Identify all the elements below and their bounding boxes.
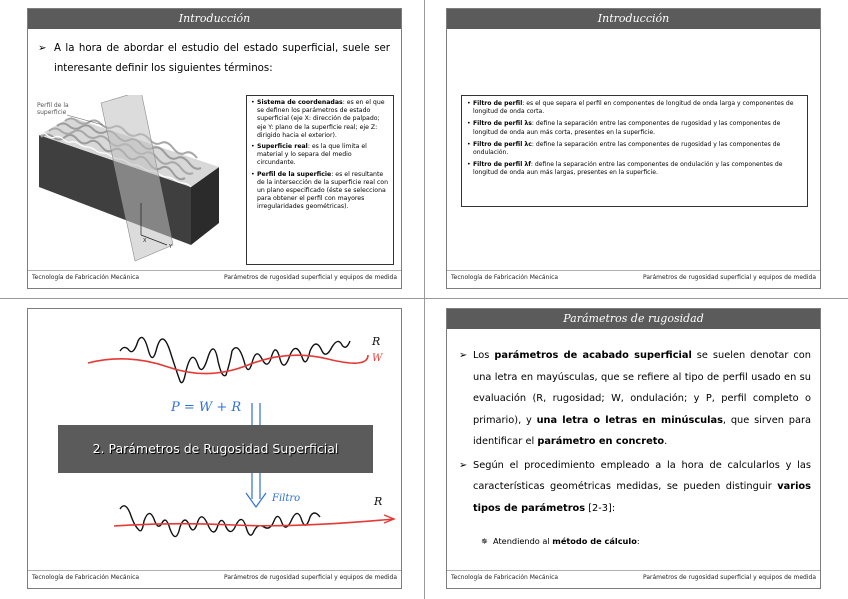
paragraph-1: ➢ Los parámetros de acabado superficial se suelen denotar con una letra en mayúsculas, que se refiere al tipo de perfil usado en su evaluación (R, rugosidad; W, ondulación; y P, perfil completo o primario), y una letra o letras en minúsculas, que sirven para identificar el parámetro en concreto.: [459, 345, 811, 453]
footer-divider: [447, 270, 820, 271]
label-r-top: R: [372, 335, 381, 348]
waviness-line-top: [88, 355, 368, 374]
star-bullet-icon: ✵: [481, 536, 488, 546]
definition-item: • Perfil de la superficie: es el resultante de la intersección de la superficie real con un plano especificado (éste se selecciona para obtener el perfil con mayores irregularidades geométricas).: [251, 170, 389, 211]
surface-profile-figure: [31, 95, 241, 265]
filter-item: • Filtro de perfil: es el que separa el perfil en componentes de longitud de onda larga y componentes de longitud de onda corta.: [467, 100, 794, 116]
slide-footer: Tecnología de Fabricación Mecánica Parámetros de rugosidad superficial y equipos de medida: [451, 274, 816, 281]
slide-title: Introducción: [447, 9, 820, 29]
figure-label-2: superficie: [37, 109, 67, 116]
slide-4: [446, 308, 821, 589]
footer-divider: [447, 570, 820, 571]
bullet-icon: •: [467, 100, 471, 107]
filter-label: Filtro: [272, 493, 301, 504]
definition-item: • Superficie real: es la que limita el material y lo separa del medio circundante.: [251, 143, 367, 167]
slide-2: [446, 8, 821, 289]
bullet-icon: •: [251, 99, 255, 106]
figure-label: Perfil de la: [37, 102, 69, 109]
bullet-icon: •: [467, 161, 471, 169]
axis-x-label: X: [143, 238, 147, 244]
filter-item: • Filtro de perfil λf: define la separación entre las componentes de ondulación y las componentes de longitud de onda aun más largas, presentes en la superficie.: [467, 161, 783, 177]
page-divider-horizontal: [0, 298, 848, 299]
bullet-icon: •: [251, 170, 255, 178]
rough-profile-top: [120, 337, 350, 382]
filter-item: • Filtro de perfil λc: define la separación entre las componentes de rugosidad y las componentes de ondulación.: [467, 140, 781, 157]
filter-arrow-head-icon: [246, 493, 266, 507]
filter-item: • Filtro de perfil λs: define la separación entre las componentes de rugosidad y las componentes de longitud de onda aun más corta, presentes en la superficie.: [467, 120, 781, 136]
definition-item: • Sistema de coordenadas: es en el que se definen los parámetros de estado superficial (eje X: dirección de palpado; eje Y: plano de la superficie real; eje Z: dirigido hacia el exterior).: [251, 99, 385, 139]
definitions-box: [246, 95, 394, 265]
slide-footer: Tecnología de Fabricación Mecánica Parámetros de rugosidad superficial y equipos de medida: [32, 574, 397, 581]
label-r-bottom: R: [374, 495, 383, 508]
footer-divider: [28, 570, 401, 571]
bullet-arrow-icon: ➢: [459, 459, 468, 471]
bullet-icon: •: [251, 143, 255, 151]
page-divider-vertical: [424, 0, 425, 599]
paragraph-2: ➢ Según el procedimiento empleado a la hora de calcularlos y las características geométricas medidas, se pueden distinguir varios tipos de parámetros [2-3]:: [459, 455, 811, 520]
slide-footer: Tecnología de Fabricación Mecánica Parámetros de rugosidad superficial y equipos de medida: [32, 274, 397, 281]
bullet-icon: •: [467, 140, 471, 148]
slide-body: [459, 345, 811, 553]
bullet-arrow-icon: ➢: [38, 43, 47, 54]
intro-paragraph: ➢ A la hora de abordar el estudio del estado superficial, suele ser interesante definir los siguientes términos:: [38, 39, 390, 79]
bullet-icon: •: [467, 120, 471, 128]
rough-profile-bottom: [120, 506, 320, 537]
slide-3: [27, 308, 402, 589]
slide-title: Parámetros de rugosidad: [447, 309, 820, 329]
slide-footer: Tecnología de Fabricación Mecánica Parámetros de rugosidad superficial y equipos de medida: [451, 574, 816, 581]
filters-box: [461, 95, 808, 207]
slide-1: [27, 8, 402, 289]
axis-y-label: Y: [169, 244, 173, 250]
footer-divider: [28, 270, 401, 271]
section-banner: 2. Parámetros de Rugosidad Superficial: [58, 425, 373, 473]
label-w: W: [372, 353, 383, 364]
slide-title: Introducción: [28, 9, 401, 29]
bullet-arrow-icon: ➢: [459, 350, 468, 361]
sub-bullet: ✵ Atendiendo al método de cálculo:: [459, 531, 811, 553]
equation-text: P = W + R: [171, 400, 242, 415]
